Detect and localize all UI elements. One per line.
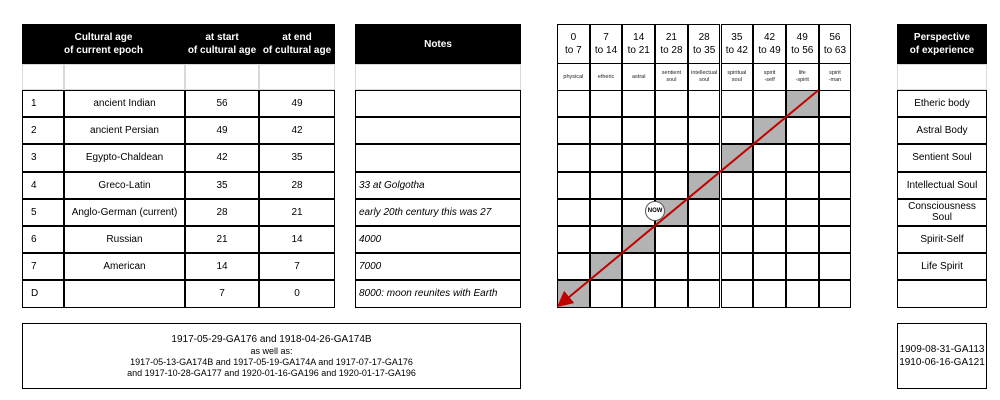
perspective-item: Etheric body	[897, 90, 987, 117]
row-at-end: 35	[259, 144, 335, 171]
development-arrow	[560, 90, 819, 305]
header-at-end: at end of cultural age	[259, 24, 335, 64]
perspective-item: Intellectual Soul	[897, 172, 987, 199]
grid-column-label: life -spirit	[786, 64, 819, 90]
row-note: 8000: moon reunites with Earth	[355, 280, 521, 307]
row-at-end: 42	[259, 117, 335, 144]
row-cultural-age: Russian	[64, 226, 185, 253]
references-left-box	[22, 323, 521, 389]
references-right-box	[897, 323, 987, 389]
row-number: 5	[22, 199, 64, 226]
reference-line: 1917-05-13-GA174B and 1917-05-19-GA174A and 1917-07-17-GA176	[130, 357, 413, 367]
row-number: 6	[22, 226, 64, 253]
grid-column-range: 14 to 21	[622, 24, 655, 64]
row-cultural-age: American	[64, 253, 185, 280]
row-cultural-age: Anglo-German (current)	[64, 199, 185, 226]
header-at-start: at start of cultural age	[185, 24, 259, 64]
row-cultural-age: Egypto-Chaldean	[64, 144, 185, 171]
row-cultural-age: ancient Persian	[64, 117, 185, 144]
grid-column-label: spirit -man	[819, 64, 852, 90]
row-note: early 20th century this was 27	[355, 199, 521, 226]
row-number: D	[22, 280, 64, 307]
row-at-end: 21	[259, 199, 335, 226]
row-cultural-age: ancient Indian	[64, 90, 185, 117]
row-at-start: 42	[185, 144, 259, 171]
grid-column-range: 42 to 49	[753, 24, 786, 64]
row-at-start: 49	[185, 117, 259, 144]
grid-column-label: etheric	[590, 64, 623, 90]
grid-column-label: sentient soul	[655, 64, 688, 90]
grid-column-range: 7 to 14	[590, 24, 623, 64]
row-cultural-age: Greco-Latin	[64, 172, 185, 199]
perspective-item: Consciousness Soul	[897, 199, 987, 226]
grid-column-range: 56 to 63	[819, 24, 852, 64]
row-note: 4000	[355, 226, 521, 253]
grid-column-label: intellectual soul	[688, 64, 721, 90]
row-number: 2	[22, 117, 64, 144]
grid-column-range: 35 to 42	[721, 24, 754, 64]
grid-column-range: 0 to 7	[557, 24, 590, 64]
row-note: 33 at Golgotha	[355, 172, 521, 199]
grid-column-label: spiritual soul	[721, 64, 754, 90]
row-at-end: 0	[259, 280, 335, 307]
row-at-start: 21	[185, 226, 259, 253]
perspective-item	[897, 280, 987, 307]
reference-line: and 1917-10-28-GA177 and 1920-01-16-GA196 and 1920-01-17-GA196	[127, 368, 416, 378]
header-cultural-age: Cultural age of current epoch	[22, 24, 185, 64]
grid-column-range: 49 to 56	[786, 24, 819, 64]
grid-column-label: physical	[557, 64, 590, 90]
now-label: NOW	[647, 207, 663, 214]
perspective-item: Spirit-Self	[897, 226, 987, 253]
perspective-item: Life Spirit	[897, 253, 987, 280]
grid-column-label: astral	[622, 64, 655, 90]
row-note: 7000	[355, 253, 521, 280]
row-at-end: 49	[259, 90, 335, 117]
perspective-item: Sentient Soul	[897, 144, 987, 171]
row-at-start: 35	[185, 172, 259, 199]
row-at-start: 14	[185, 253, 259, 280]
grid-column-label: spirit -self	[753, 64, 786, 90]
row-at-start: 56	[185, 90, 259, 117]
grid-column-range: 21 to 28	[655, 24, 688, 64]
row-at-start: 28	[185, 199, 259, 226]
perspective-item: Astral Body	[897, 117, 987, 144]
grid-column-range: 28 to 35	[688, 24, 721, 64]
header-perspective: Perspective of experience	[897, 24, 987, 64]
row-at-end: 14	[259, 226, 335, 253]
spacer-cell	[897, 64, 987, 90]
row-number: 1	[22, 90, 64, 117]
row-at-end: 28	[259, 172, 335, 199]
row-at-end: 7	[259, 253, 335, 280]
reference-line: 1917-05-29-GA176 and 1918-04-26-GA174B	[171, 334, 372, 345]
row-number: 3	[22, 144, 64, 171]
reference-line: 1909-08-31-GA113	[899, 344, 985, 355]
row-number: 7	[22, 253, 64, 280]
reference-line: as well as:	[250, 346, 293, 356]
row-at-start: 7	[185, 280, 259, 307]
header-notes: Notes	[355, 24, 521, 64]
reference-line: 1910-06-16-GA121	[899, 357, 985, 368]
now-marker	[645, 201, 665, 221]
row-number: 4	[22, 172, 64, 199]
